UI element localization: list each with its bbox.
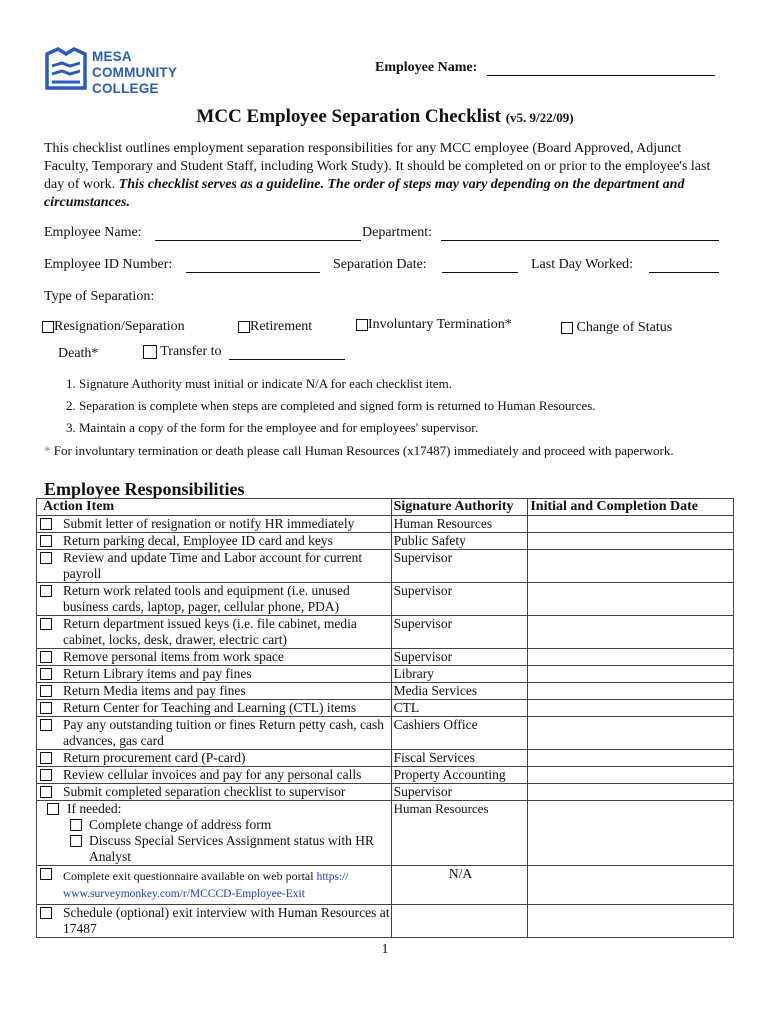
table-row bbox=[37, 616, 734, 649]
option-change-status[interactable] bbox=[561, 320, 672, 336]
action-checkbox[interactable] bbox=[40, 552, 52, 564]
title-text: MCC Employee Separation Checklist bbox=[196, 106, 501, 127]
transfer-field[interactable] bbox=[229, 359, 345, 360]
table-row bbox=[37, 784, 734, 801]
action-text: Return parking decal, Employee ID card and keys bbox=[63, 533, 333, 548]
action-cell bbox=[37, 683, 392, 700]
mesa-logo-icon bbox=[44, 46, 88, 92]
option-involuntary[interactable] bbox=[356, 317, 512, 333]
action-cell bbox=[37, 700, 392, 717]
table-row bbox=[37, 666, 734, 683]
action-cell bbox=[37, 767, 392, 784]
authority-cell: Supervisor bbox=[391, 550, 528, 583]
authority-cell: Cashiers Office bbox=[391, 717, 528, 750]
last-day-row bbox=[531, 257, 719, 273]
initial-cell[interactable] bbox=[528, 700, 734, 717]
instruction-1: 1. Signature Authority must initial or indicate N/A for each checklist item. bbox=[66, 376, 452, 391]
action-text: Return department issued keys (i.e. file cabinet, media cabinet, locks, desk, drawer, electric cart) bbox=[63, 616, 357, 647]
sub-item-address[interactable] bbox=[39, 817, 391, 833]
option-death[interactable] bbox=[58, 346, 98, 362]
initial-cell[interactable] bbox=[528, 516, 734, 533]
exit-questionnaire-authority: N/A bbox=[391, 866, 528, 905]
note-asterisk: * bbox=[44, 443, 51, 458]
initial-cell[interactable] bbox=[528, 616, 734, 649]
action-cell bbox=[37, 583, 392, 616]
action-checkbox[interactable] bbox=[40, 702, 52, 714]
action-cell bbox=[37, 533, 392, 550]
logo-line-2: COMMUNITY bbox=[92, 65, 178, 80]
transfer-checkbox[interactable] bbox=[143, 345, 157, 359]
action-cell bbox=[37, 717, 392, 750]
exit-questionnaire-link-2[interactable]: www.surveymonkey.com/r/MCCCD-Employee-Exit bbox=[63, 888, 305, 900]
exit-questionnaire-checkbox[interactable] bbox=[40, 868, 52, 880]
employee-name-label: Employee Name: bbox=[44, 225, 142, 240]
mcc-logo bbox=[44, 44, 184, 100]
table-row bbox=[37, 717, 734, 750]
intro-text: This checklist outlines employment separation responsibilities for any MCC employee (Board Approved, Adjunct Faculty, Temporary and Student Staff, including Work Study). It should be completed on or prior to the employee's last day of work. bbox=[44, 141, 711, 192]
action-text: Submit completed separation checklist to supervisor bbox=[63, 784, 346, 799]
resignation-checkbox[interactable] bbox=[42, 321, 54, 333]
header-initial: Initial and Completion Date bbox=[528, 499, 734, 516]
change-status-checkbox[interactable] bbox=[561, 322, 573, 334]
authority-cell: Fiscal Services bbox=[391, 750, 528, 767]
action-cell bbox=[37, 516, 392, 533]
address-label: Complete change of address form bbox=[89, 817, 272, 832]
logo-wordmark bbox=[92, 49, 177, 97]
if-needed-authority bbox=[391, 801, 528, 866]
action-text: Submit letter of resignation or notify HR immediately bbox=[63, 516, 355, 531]
table-row bbox=[37, 583, 734, 616]
exit-questionnaire-link-1[interactable]: https:// bbox=[316, 871, 349, 883]
initial-cell[interactable] bbox=[528, 767, 734, 784]
exit-questionnaire-initial[interactable] bbox=[528, 866, 734, 905]
action-cell bbox=[37, 750, 392, 767]
option-transfer[interactable] bbox=[143, 344, 345, 360]
if-needed-authority-text: Human Resources bbox=[393, 801, 489, 816]
if-needed-cell bbox=[37, 801, 392, 866]
instruction-3: 3. Maintain a copy of the form for the employee and for employees' supervisor. bbox=[66, 420, 479, 435]
authority-cell: Supervisor bbox=[391, 784, 528, 801]
initial-cell[interactable] bbox=[528, 533, 734, 550]
action-cell bbox=[37, 616, 392, 649]
logo-line-3: COLLEGE bbox=[92, 81, 159, 96]
action-text: Pay any outstanding tuition or fines Return petty cash, cash advances, gas card bbox=[63, 717, 384, 748]
authority-cell: Human Resources bbox=[391, 516, 528, 533]
table-row bbox=[37, 683, 734, 700]
authority-cell: Public Safety bbox=[391, 533, 528, 550]
department-field[interactable] bbox=[441, 240, 719, 241]
employee-name-row bbox=[44, 225, 361, 241]
option-retirement[interactable] bbox=[238, 319, 312, 335]
exit-questionnaire-text: Complete exit questionnaire available on web portal bbox=[63, 869, 317, 883]
involuntary-checkbox[interactable] bbox=[356, 319, 368, 331]
last-day-label: Last Day Worked: bbox=[531, 257, 634, 272]
action-checkbox[interactable] bbox=[40, 752, 52, 764]
death-label: Death* bbox=[58, 346, 99, 361]
action-checkbox[interactable] bbox=[40, 651, 52, 663]
involuntary-note bbox=[44, 443, 674, 459]
employee-id-label: Employee ID Number: bbox=[44, 257, 173, 272]
transfer-label: Transfer to bbox=[160, 344, 222, 359]
initial-cell[interactable] bbox=[528, 666, 734, 683]
if-needed-initial[interactable] bbox=[528, 801, 734, 866]
action-checkbox[interactable] bbox=[40, 769, 52, 781]
if-needed-checkbox[interactable] bbox=[47, 803, 59, 815]
if-needed-label: If needed: bbox=[67, 801, 122, 816]
page-number: 1 bbox=[381, 942, 389, 957]
table-row bbox=[37, 516, 734, 533]
action-text: Return work related tools and equipment (i.e. unused business cards, laptop, pager, cellular phone, PDA) bbox=[63, 583, 350, 614]
page-title bbox=[0, 106, 770, 128]
separation-date-label: Separation Date: bbox=[333, 257, 427, 272]
header-employee-name bbox=[375, 60, 715, 76]
action-text: Remove personal items from work space bbox=[63, 649, 284, 664]
action-checkbox[interactable] bbox=[40, 535, 52, 547]
initial-cell[interactable] bbox=[528, 583, 734, 616]
header-authority: Signature Authority bbox=[391, 499, 528, 516]
authority-cell: Supervisor bbox=[391, 649, 528, 666]
action-checkbox[interactable] bbox=[40, 668, 52, 680]
table-row-exit-interview bbox=[37, 905, 734, 938]
initial-cell[interactable] bbox=[528, 683, 734, 700]
last-day-field[interactable] bbox=[649, 272, 719, 273]
action-checkbox[interactable] bbox=[40, 518, 52, 530]
initial-cell[interactable] bbox=[528, 550, 734, 583]
exit-questionnaire-cell bbox=[37, 866, 392, 905]
action-checkbox[interactable] bbox=[40, 585, 52, 597]
action-cell bbox=[37, 550, 392, 583]
instruction-2: 2. Separation is complete when steps are completed and signed form is returned to Human Resources. bbox=[66, 398, 596, 413]
table-row bbox=[37, 750, 734, 767]
exit-interview-text: Schedule (optional) exit interview with Human Resources at 17487 bbox=[63, 905, 390, 936]
retirement-label: Retirement bbox=[250, 319, 313, 334]
table-header-row bbox=[37, 499, 734, 516]
action-text: Review and update Time and Labor account for current payroll bbox=[63, 550, 363, 581]
separation-date-row bbox=[333, 257, 518, 273]
header-action: Action Item bbox=[37, 499, 392, 516]
intro-paragraph bbox=[44, 140, 724, 212]
table-row bbox=[37, 550, 734, 583]
action-text: Return Library items and pay fines bbox=[63, 666, 252, 681]
department-row bbox=[362, 225, 719, 241]
action-text: Return Media items and pay fines bbox=[63, 683, 246, 698]
resignation-label: Resignation/Separation bbox=[54, 319, 185, 334]
authority-cell: Media Services bbox=[391, 683, 528, 700]
note-text: For involuntary termination or death please call Human Resources (x17487) immediately and proceed with paperwork. bbox=[50, 443, 674, 458]
intro-emphasis: This checklist serves as a guideline. The order of steps may vary depending on the department and circumstances. bbox=[44, 177, 685, 210]
exit-interview-authority bbox=[391, 905, 528, 938]
separation-date-field[interactable] bbox=[442, 272, 518, 273]
employee-id-field[interactable] bbox=[186, 272, 320, 273]
sub-item-special-services[interactable] bbox=[39, 833, 391, 865]
header-employee-name-field[interactable] bbox=[487, 75, 715, 76]
exit-interview-cell bbox=[37, 905, 392, 938]
table-row bbox=[37, 767, 734, 784]
employee-id-row bbox=[44, 257, 320, 273]
special-services-label: Discuss Special Services Assignment status with HR Analyst bbox=[89, 833, 374, 864]
title-version: (v5. 9/22/09) bbox=[505, 110, 574, 125]
option-resignation[interactable] bbox=[42, 319, 185, 335]
action-checkbox[interactable] bbox=[40, 618, 52, 630]
table-row bbox=[37, 533, 734, 550]
involuntary-label: Involuntary Termination* bbox=[368, 317, 512, 332]
action-checkbox[interactable] bbox=[40, 786, 52, 798]
authority-cell: CTL bbox=[391, 700, 528, 717]
action-cell bbox=[37, 649, 392, 666]
department-label: Department: bbox=[362, 225, 432, 240]
initial-cell[interactable] bbox=[528, 717, 734, 750]
action-cell bbox=[37, 784, 392, 801]
if-needed-item[interactable] bbox=[39, 801, 391, 817]
header-employee-name-label: Employee Name: bbox=[375, 60, 478, 75]
initial-cell[interactable] bbox=[528, 649, 734, 666]
table-row bbox=[37, 649, 734, 666]
exit-interview-checkbox[interactable] bbox=[40, 907, 52, 919]
authority-cell: Supervisor bbox=[391, 616, 528, 649]
responsibilities-table bbox=[36, 498, 734, 938]
employee-name-field[interactable] bbox=[155, 240, 361, 241]
retirement-checkbox[interactable] bbox=[238, 321, 250, 333]
logo-line-1: MESA bbox=[92, 49, 132, 64]
section-title: Employee Responsibilities bbox=[44, 479, 245, 499]
action-cell bbox=[37, 666, 392, 683]
action-text: Return Center for Teaching and Learning (CTL) items bbox=[63, 700, 357, 715]
authority-cell: Supervisor bbox=[391, 583, 528, 616]
change-status-label: Change of Status bbox=[576, 320, 673, 335]
table-row-exit-questionnaire bbox=[37, 866, 734, 905]
table-row bbox=[37, 700, 734, 717]
action-checkbox[interactable] bbox=[40, 685, 52, 697]
action-checkbox[interactable] bbox=[40, 719, 52, 731]
special-services-checkbox[interactable] bbox=[70, 835, 82, 847]
action-text: Review cellular invoices and pay for any personal calls bbox=[63, 767, 362, 782]
exit-interview-initial[interactable] bbox=[528, 905, 734, 938]
authority-cell: Library bbox=[391, 666, 528, 683]
action-text: Return procurement card (P-card) bbox=[63, 750, 246, 765]
table-row-if-needed bbox=[37, 801, 734, 866]
type-of-separation-label: Type of Separation: bbox=[44, 289, 155, 304]
address-checkbox[interactable] bbox=[70, 819, 82, 831]
authority-cell: Property Accounting bbox=[391, 767, 528, 784]
initial-cell[interactable] bbox=[528, 784, 734, 801]
initial-cell[interactable] bbox=[528, 750, 734, 767]
